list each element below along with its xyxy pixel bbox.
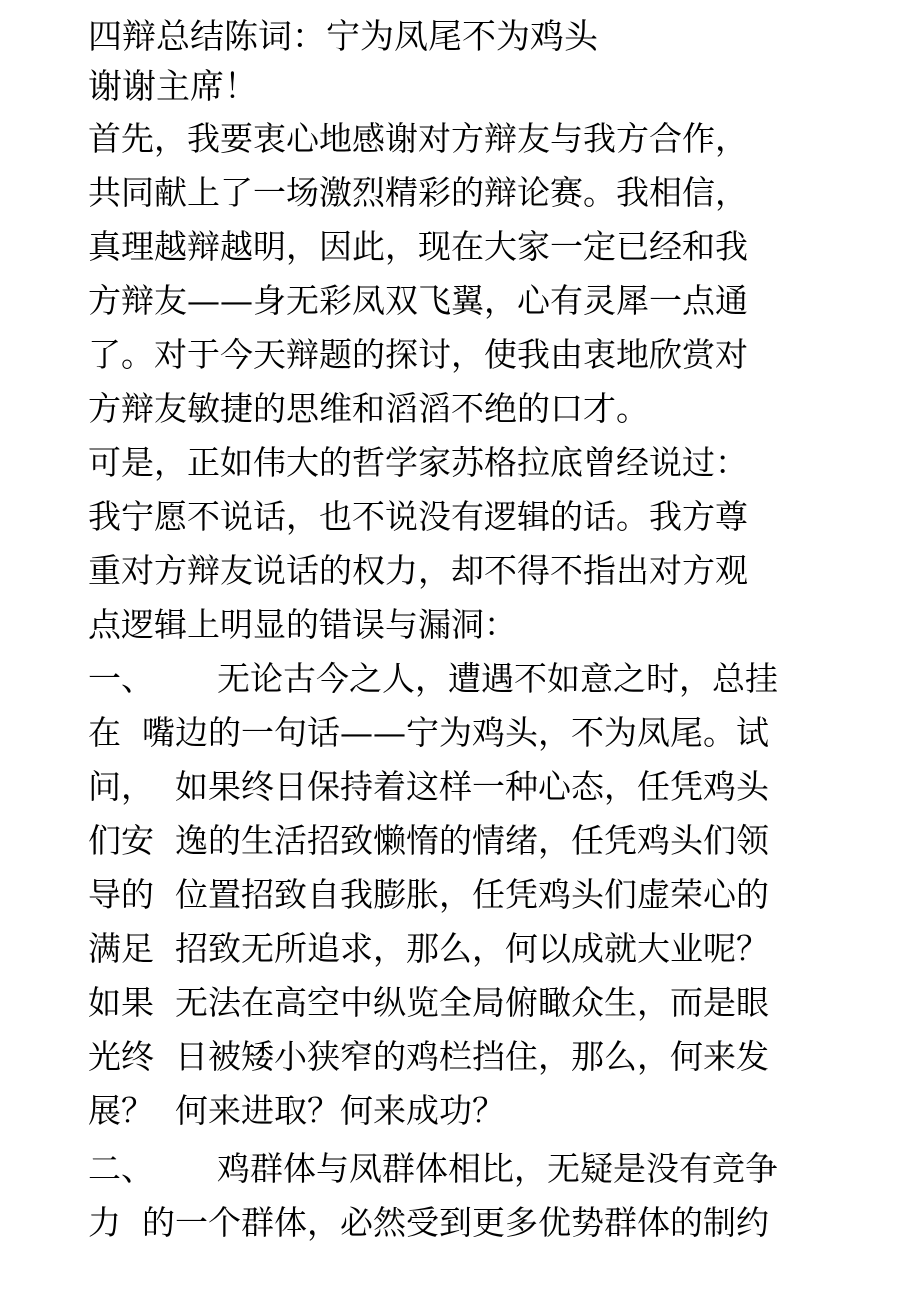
paragraph-opening (88, 112, 868, 436)
greeting: 谢谢主席！ (88, 67, 258, 107)
point-line: 在 嘴边的一句话——宁为鸡头，不为凤尾。试 (88, 713, 769, 752)
paragraph-line: 方辩友——身无彩凤双飞翼，心有灵犀一点通 (88, 281, 748, 320)
document-content (88, 12, 868, 1250)
document-title: 四辩总结陈词：宁为凤尾不为鸡头 (88, 17, 598, 57)
paragraph-line: 真理越辩越明，因此，现在大家一定已经和我 (88, 227, 748, 266)
paragraph-socrates (88, 436, 868, 652)
paragraph-line: 可是，正如伟大的哲学家苏格拉底曾经说过： (88, 443, 748, 482)
paragraph-line: 共同献上了一场激烈精彩的辩论赛。我相信， (88, 173, 748, 212)
point-line: 满足 招致无所追求，那么，何以成就大业呢？ (88, 929, 769, 968)
paragraph-line: 重对方辩友说话的权力，却不得不指出对方观 (88, 551, 748, 590)
point-line: 光终 日被矮小狭窄的鸡栏挡住，那么，何来发 (88, 1037, 769, 1076)
paragraph-line: 我宁愿不说话，也不说没有逻辑的话。我方尊 (88, 497, 748, 536)
point-line: 一、 无论古今之人，遭遇不如意之时，总挂 (88, 659, 778, 698)
paragraph-line: 点逻辑上明显的错误与漏洞： (88, 605, 517, 644)
point-line: 们安 逸的生活招致懒惰的情绪，任凭鸡头们领 (88, 821, 769, 860)
point-one (88, 652, 868, 1138)
paragraph-line: 了。对于今天辩题的探讨，使我由衷地欣赏对 (88, 335, 748, 374)
point-two (88, 1142, 868, 1250)
paragraph-line: 首先，我要衷心地感谢对方辩友与我方合作， (88, 119, 748, 158)
point-line: 力 的一个群体，必然受到更多优势群体的制约 (88, 1203, 769, 1242)
point-line: 导的 位置招致自我膨胀，任凭鸡头们虚荣心的 (88, 875, 769, 914)
paragraph-line: 方辩友敏捷的思维和滔滔不绝的口才。 (88, 389, 649, 428)
point-line: 展？ 何来进取？何来成功？ (88, 1091, 505, 1130)
point-line: 问， 如果终日保持着这样一种心态，任凭鸡头 (88, 767, 769, 806)
point-line: 如果 无法在高空中纵览全局俯瞰众生，而是眼 (88, 983, 769, 1022)
point-line: 二、 鸡群体与凤群体相比，无疑是没有竞争 (88, 1149, 778, 1188)
